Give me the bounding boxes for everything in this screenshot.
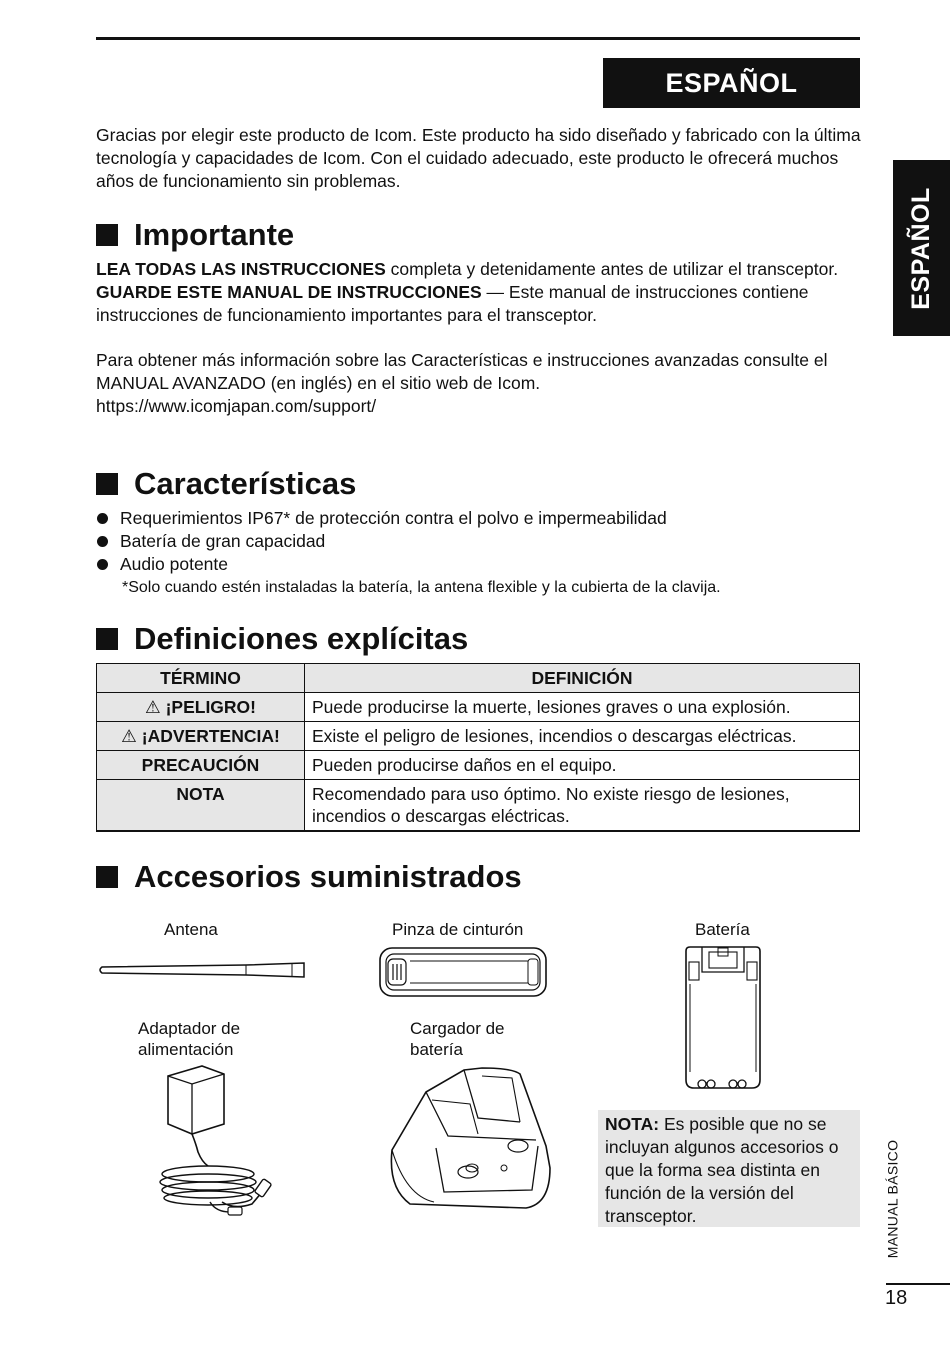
table-row [97,780,860,832]
power-adapter-icon [152,1062,282,1222]
manual-label [878,1130,906,1268]
table-row [97,693,860,722]
importante-p1 [96,258,862,281]
label-adaptador: Adaptador de alimentación [138,1019,241,1059]
top-rule [96,37,860,40]
belt-clip-icon [378,945,548,999]
list-item: Batería de gran capacidad [96,530,862,553]
importante-p1-rest: completa y detenidamente antes de utilizar el transceptor. [385,259,839,279]
label-cargador: Cargador de batería [410,1019,505,1059]
label-bateria: Batería [695,920,750,939]
heading-caracteristicas-text: Características [134,466,357,501]
warning-triangle-icon: ⚠ [145,697,161,717]
label-pinza: Pinza de cinturón [392,920,524,939]
importante-p2-rest: — Este manual de instrucciones contiene instrucciones de funcionamiento importantes para el transceptor. [96,282,809,325]
term-cell: NOTA [97,780,305,832]
term-text: ¡ADVERTENCIA! [141,726,280,746]
label-antena: Antena [164,920,218,939]
term-text: ¡PELIGRO! [165,697,256,717]
heading-accesorios [96,859,522,895]
definitions-table [96,663,860,832]
heading-accesorios-text: Accesorios suministrados [134,859,522,894]
list-item: Requerimientos IP67* de protección contra el polvo e impermeabilidad [96,507,862,530]
caracteristicas-body [96,507,862,599]
definition-cell: Recomendado para uso óptimo. No existe riesgo de lesiones, incendios o descargas eléctricas. [305,780,860,832]
note-label: NOTA: [605,1114,660,1134]
heading-caracteristicas [96,466,356,502]
term-cell: PRECAUCIÓN [97,751,305,780]
term-cell [97,722,305,751]
manual-label-text: MANUAL BÁSICO [884,1139,900,1259]
heading-importante [96,217,294,253]
features-list [96,507,862,576]
accessories-note [598,1110,860,1227]
importante-url[interactable]: https://www.icomjapan.com/support/ [96,396,377,416]
heading-square-icon [96,224,118,246]
header-term: TÉRMINO [97,664,305,693]
header-definition: DEFINICIÓN [305,664,860,693]
battery-icon [682,944,764,1092]
intro-text: Gracias por elegir este producto de Icom. Este producto ha sido diseñado y fabricado con la última tecnología y capacidades de Icom. Con el cuidado adecuado, este producto le ofrecerá muchos años de funcionamiento sin problemas. [96,125,861,191]
side-tab-text: ESPAÑOL [907,186,935,310]
importante-body [96,258,862,418]
battery-charger-icon [386,1064,556,1216]
side-language-tab [893,160,950,336]
page-number: 18 [885,1287,908,1309]
heading-definiciones [96,621,468,657]
warning-triangle-icon: ⚠ [121,726,137,746]
table-row [97,722,860,751]
language-banner-text: ESPAÑOL [665,67,798,98]
importante-p2-bold: GUARDE ESTE MANUAL DE INSTRUCCIONES [96,282,482,302]
definition-cell: Pueden producirse daños en el equipo. [305,751,860,780]
page-number-rule [886,1283,950,1285]
table-row [97,751,860,780]
heading-definiciones-text: Definiciones explícitas [134,621,469,656]
importante-p1-bold: LEA TODAS LAS INSTRUCCIONES [96,259,386,279]
antenna-icon [96,955,308,985]
heading-square-icon [96,473,118,495]
definition-cell: Existe el peligro de lesiones, incendios o descargas eléctricas. [305,722,860,751]
intro-paragraph [96,124,862,193]
heading-square-icon [96,866,118,888]
importante-p3: Para obtener más información sobre las Características e instrucciones avanzadas consulte el MANUAL AVANZADO (en inglés) en el sitio web de Icom. [96,350,828,393]
term-cell [97,693,305,722]
table-header-row [97,664,860,693]
language-banner [603,58,860,108]
importante-p2 [96,281,862,327]
features-footnote: *Solo cuando estén instaladas la batería, la antena flexible y la cubierta de la clavija. [122,579,721,596]
list-item: Audio potente [96,553,862,576]
heading-importante-text: Importante [134,217,295,252]
heading-square-icon [96,628,118,650]
definition-cell: Puede producirse la muerte, lesiones graves o una explosión. [305,693,860,722]
note-text: Es posible que no se incluyan algunos accesorios o que la forma sea distinta en función de la versión del transceptor. [605,1114,839,1226]
